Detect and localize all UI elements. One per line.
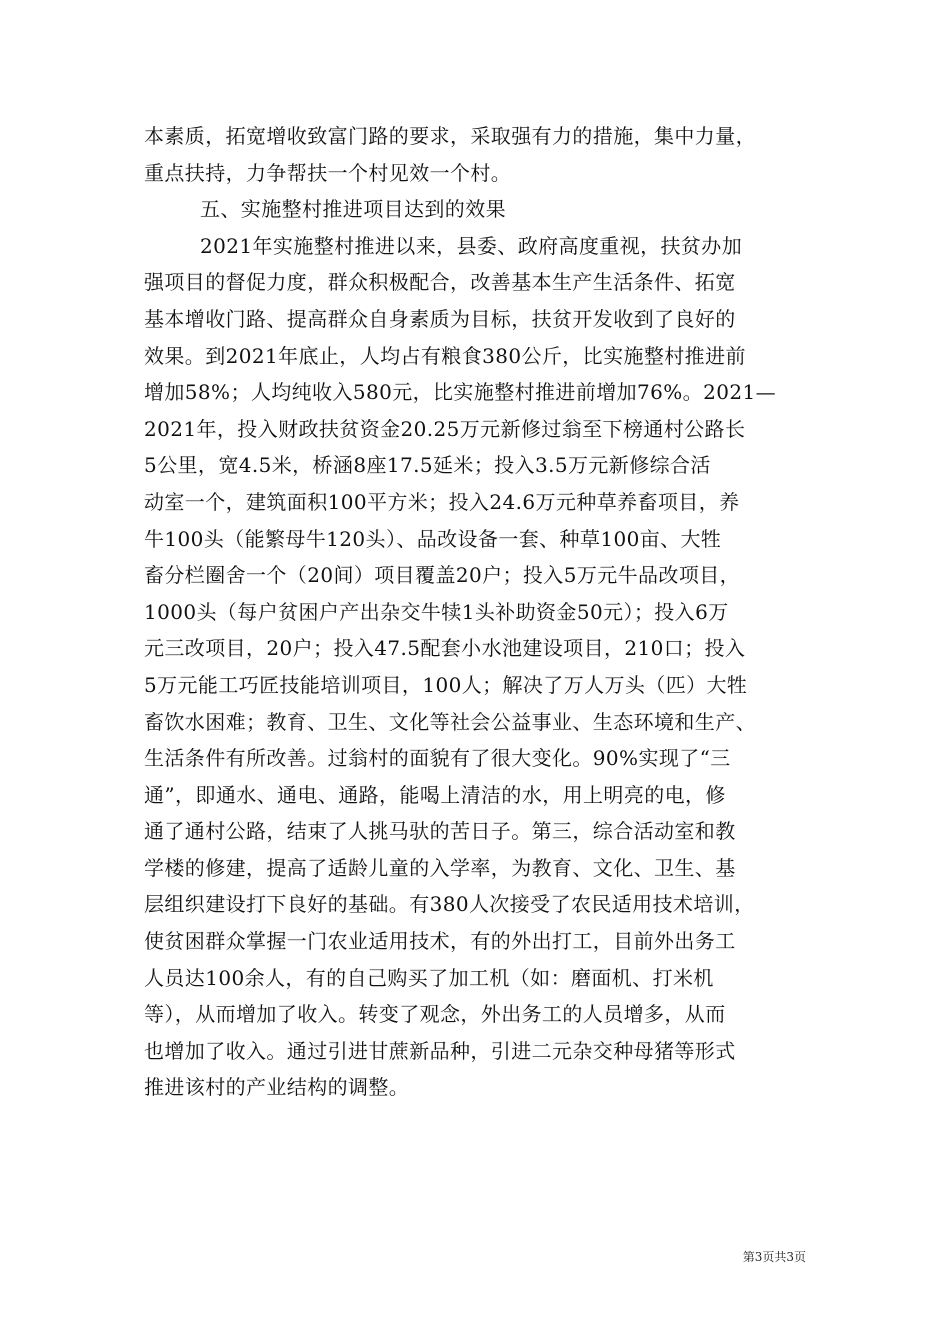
- text-line: 学楼的修建，提高了适龄儿童的入学率，为教育、文化、卫生、基: [144, 855, 736, 880]
- text-line: 使贫困群众掌握一门农业适用技术，有的外出打工，目前外出务工: [144, 929, 736, 954]
- text-line: 5公里，宽4.5米，桥涵8座17.5延米；投入3.5万元新修综合活: [144, 453, 711, 478]
- text-line: 5万元能工巧匠技能培训项目，100人；解决了万人万头（匹）大牲: [144, 672, 748, 697]
- page-number: 第3页共3页: [742, 1250, 806, 1264]
- text-line: 2021年实施整村推进以来，县委、政府高度重视，扶贫办加: [200, 233, 743, 258]
- text-line: 重点扶持，力争帮扶一个村见效一个村。: [144, 160, 512, 185]
- text-line: 增加58%；人均纯收入580元，比实施整村推进前增加76%。2021—: [144, 380, 776, 405]
- text-line: 推进该村的产业结构的调整。: [144, 1075, 410, 1100]
- text-line: 1000头（每户贫困户产出杂交牛犊1头补助资金50元）；投入6万: [144, 599, 729, 624]
- text-line: 通了通村公路，结束了人挑马驮的苦日子。第三，综合活动室和教: [144, 819, 736, 844]
- text-line: 牛100头（能繁母牛120头）、品改设备一套、种草100亩、大牲: [144, 526, 722, 551]
- text-line: 也增加了收入。通过引进甘蔗新品种，引进二元杂交种母猪等形式: [144, 1038, 736, 1063]
- text-line: 效果。到2021年底止，人均占有粮食380公斤，比实施整村推进前: [144, 343, 746, 368]
- text-line: 畜分栏圈舍一个（20间）项目覆盖20户；投入5万元牛品改项目，: [144, 563, 741, 588]
- text-line: 动室一个，建筑面积100平方米；投入24.6万元种草养畜项目，养: [144, 489, 740, 514]
- text-line: 强项目的督促力度，群众积极配合，改善基本生产生活条件、拓宽: [144, 270, 736, 295]
- text-line: 2021年，投入财政扶贫资金20.25万元新修过翁至下榜通村公路长: [144, 416, 746, 441]
- section-heading: 五、实施整村推进项目达到的效果: [200, 197, 506, 222]
- text-line: 通”，即通水、通电、通路，能喝上清洁的水，用上明亮的电，修: [144, 782, 726, 807]
- body-text: [144, 118, 820, 1106]
- text-line: 人员达100余人，有的自己购买了加工机（如：磨面机、打米机: [144, 965, 714, 990]
- text-line: 生活条件有所改善。过翁村的面貌有了很大变化。90%实现了“三: [144, 746, 731, 771]
- text-line: 元三改项目，20户；投入47.5配套小水池建设项目，210口；投入: [144, 636, 746, 661]
- text-line: 本素质，拓宽增收致富门路的要求，采取强有力的措施，集中力量，: [144, 124, 756, 148]
- text-line: 等），从而增加了收入。转变了观念，外出务工的人员增多，从而: [144, 1002, 726, 1027]
- text-line: 层组织建设打下良好的基础。有380人次接受了农民适用技术培训，: [144, 892, 755, 917]
- text-line: 基本增收门路、提高群众自身素质为目标，扶贫开发收到了良好的: [144, 306, 736, 331]
- text-line: 畜饮水困难；教育、卫生、文化等社会公益事业、生态环境和生产、: [144, 709, 756, 734]
